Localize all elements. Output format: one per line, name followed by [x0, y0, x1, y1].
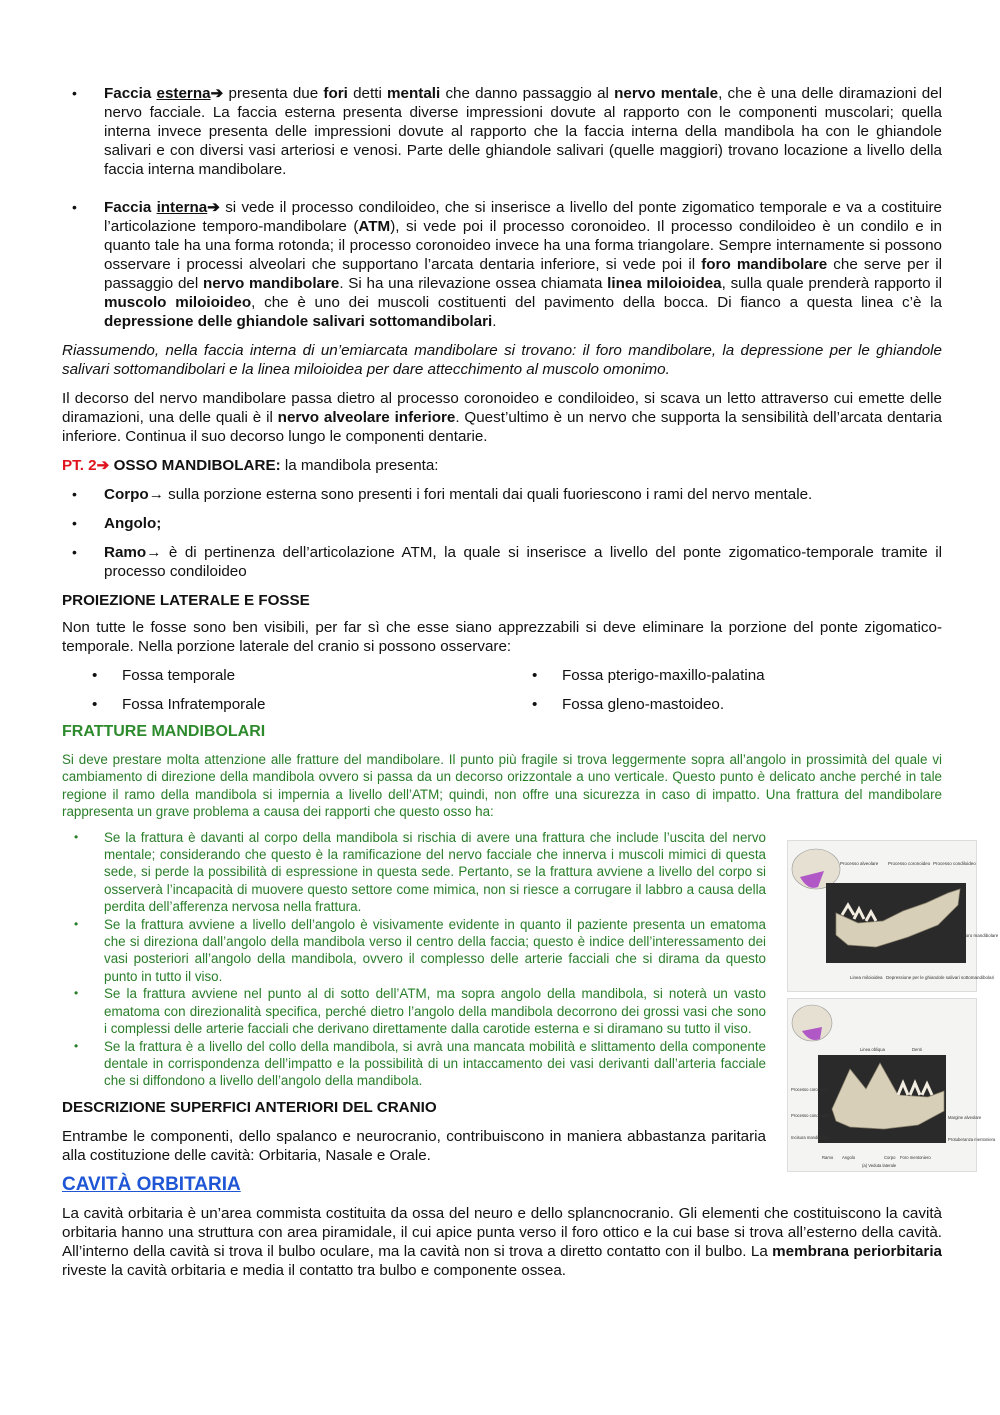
fig1-label: Processo alveolare: [840, 861, 879, 866]
frattura-item: • Se la frattura è a livello del collo della mandibola, si avrà una mancata mobilità e slittamento della componente dentale in corrispondenza dell’impatto e la possibilità di un intaccamento dei vasi derivanti dall’arteria facciale che si diffondono a livello dell’angolo della mandibola.: [62, 1038, 766, 1090]
fossa-item: • Fossa Infratemporale: [62, 695, 502, 714]
fig2-label: Denti: [912, 1047, 922, 1052]
mandible-inner-figure: [787, 840, 999, 992]
fig2-label: Processo condiloideo: [791, 1113, 831, 1118]
desc-heading: DESCRIZIONE SUPERFICI ANTERIORI DEL CRANIO: [62, 1098, 437, 1116]
item-lead-underlined: interna: [156, 199, 208, 216]
list-item-faccia-esterna: [62, 84, 942, 179]
pt2-rest: la mandibola presenta:: [280, 457, 439, 474]
frattura-item: • Se la frattura avviene a livello dell’angolo è visivamente evidente in quanto il paziente presenta un ematoma che si direziona dall’angolo della mandibola verso il centro della faccia; questo è indice dell’interessamento dei vasi posteriori all’angolo della mandibola, ovvero il complesso delle arterie facciali che si dirama da questo punto in tutto il viso.: [62, 916, 766, 986]
arrow-icon: ➔: [210, 85, 224, 102]
item-lead: Faccia: [104, 85, 157, 102]
fig2-label: Ramo: [822, 1155, 834, 1160]
item-text: è di pertinenza dell’articolazione ATM, la quale si inserisce a livello del ponte zigomatico-temporale tramite il processo condiloideo: [104, 544, 942, 580]
list-item-angolo: [62, 514, 942, 533]
item-lead-underlined: esterna: [156, 85, 211, 102]
list-item-ramo: [62, 543, 942, 581]
mandible-lateral-figure: [787, 998, 996, 1172]
frattura-item: • Se la frattura avviene nel punto al di sotto dell’ATM, ma sopra angolo della mandibola, si noterà un vasto ematoma con direzionalità specifica, perché dietro l’angolo della mandibola decorrono dei grossi vasi che sono i complessi delle arterie facciali che derivano direttamente dalla carotide esterna e si diramano su tutto il viso.: [62, 985, 766, 1037]
fig2-label: Margine alveolare: [948, 1115, 982, 1120]
arrow-icon: →: [148, 486, 164, 503]
orbit-heading: CAVITÀ ORBITARIA: [62, 1173, 241, 1195]
fig2-label: Linea obliqua: [860, 1047, 885, 1052]
fig1-label: Foro mandibolare: [963, 933, 999, 938]
fossa-item: • Fossa temporale: [62, 666, 502, 685]
nerve-paragraph: Il decorso del nervo mandibolare passa dietro al processo coronoideo e condiloideo, si scava un letto attraverso cui emette delle diramazioni, una delle quali è il nervo alveolare inferiore. Quest’ultimo è un nervo che supporta la sensibilità dell’arcata dentaria inferiore. Continua il suo decorso lungo le componenti dentarie.: [62, 390, 942, 445]
pt2-prefix: PT. 2: [62, 457, 97, 474]
item-label: Ramo: [104, 544, 147, 561]
item-lead: Faccia: [104, 199, 157, 216]
item-label: Angolo;: [104, 515, 162, 532]
fig1-label: Processo condiloideo: [933, 861, 976, 866]
fig1-label: Linea miloioidea: [850, 975, 883, 980]
desc-text: Entrambe le componenti, dello spalanco e neurocranio, contribuiscono in maniera abbastanza paritaria alla costituzione delle cavità: Orbitaria, Nasale e Orale.: [62, 1127, 766, 1164]
fig2-label: Angolo: [842, 1155, 856, 1160]
fig2-label: (a) Veduta laterale: [862, 1163, 897, 1168]
proj-text: Non tutte le fosse sono ben visibili, per far sì che esse siano apprezzabili si deve eliminare la porzione del ponte zigomatico-temporale. Nella porzione laterale del cranio si possono osservare:: [62, 619, 942, 655]
pt2-title: OSSO MANDIBOLARE:: [109, 457, 281, 474]
orbit-text: La cavità orbitaria è un’area commista costituita da ossa del neuro e dello splancnocranio. Gli elementi che costituiscono la cavità orbitaria hanno una struttura con area piramidale, il cui apice punta verso il foro ottico e la cui base si trova all’esterno della cavità. All’interno della cavità si trova il bulbo oculare, ma la cavità non si trova a diretto contatto con il bulbo. La membrana periorbitaria riveste la cavità orbitaria e media il contatto tra bulbo e componente ossea.: [62, 1204, 942, 1279]
fig2-label: Processo coronoideo: [791, 1087, 831, 1092]
fig2-label: Corpo: [884, 1155, 896, 1160]
arrow-icon: ➔: [207, 199, 220, 216]
fosse-row-1: [62, 666, 942, 685]
fossa-item: • Fossa pterigo-maxillo-palatina: [502, 666, 942, 685]
list-item-faccia-interna: [62, 198, 942, 331]
fratture-intro: Si deve prestare molta attenzione alle fratture del mandibolare. Il punto più fragile si trova leggermente sopra all’angolo in prossimità del quale vi cambiamento di direzione della mandibola ovvero si passa da un decorso orizzontale a uno verticale. Questo punto è delicato anche perché in tale regione il ramo della mandibola si impernia a livello dell’ATM; quindi, non offre una sicurezza in caso di impatto. Una frattura del mandibolare rappresenta un grave problema a causa dei rapporti che questo osso ha:: [62, 752, 942, 820]
fratture-heading: FRATTURE MANDIBOLARI: [62, 723, 266, 740]
fig2-label: Protuberanza mentoniera: [948, 1137, 996, 1142]
fig1-label: Processo coronoideo: [888, 861, 931, 866]
fossa-item: • Fossa gleno-mastoideo.: [502, 695, 942, 714]
fosse-row-2: [62, 695, 942, 714]
fig2-label: Incisura mandibolare: [791, 1135, 830, 1140]
proj-heading: PROIEZIONE LATERALE E FOSSE: [62, 592, 310, 609]
mandible-lateral-illustration: [788, 999, 996, 1171]
fig1-label: Depressione per le ghiandole salivari sottomandibolari: [886, 975, 995, 980]
fig2-label: Foro mentoniero: [900, 1155, 931, 1160]
mandible-inner-illustration: [788, 841, 999, 991]
item-text: sulla porzione esterna sono presenti i fori mentali dai quali fuoriescono i rami del nervo mentale.: [163, 486, 813, 503]
list-item-corpo: [62, 485, 942, 504]
arrow-icon: →: [146, 544, 162, 561]
item-label: Corpo: [104, 486, 149, 503]
summary-paragraph: Riassumendo, nella faccia interna di un’emiarcata mandibolare si trovano: il foro mandibolare, la depressione per le ghiandole salivari sottomandibolari e la linea miloioidea per dare attecchimento al muscolo omonimo.: [62, 342, 942, 378]
frattura-item: • Se la frattura è davanti al corpo della mandibola si rischia di avere una frattura che include l’uscita del nervo mentale; considerando che questo è la ramificazione del nervo facciale che innerva i muscoli mimici di questa sede, si perde la possibilità di espressione in questa sede. Pertanto, se la frattura avviene a livello del corpo si osserverà l’incapacità di muovere questo settore come mimica, non si riesce a corrugare il labbro a causa della perdita dell’afferenza nervosa nella frattura.: [62, 829, 766, 916]
pt2-heading: [62, 456, 942, 475]
nerve-bold-term: nervo alveolare inferiore: [277, 409, 456, 426]
arrow-icon: ➔: [96, 457, 110, 474]
item-text: presenta due fori detti mentali che danno passaggio al nervo mentale, che è una delle diramazioni del nervo facciale. La faccia esterna presenta diverse impressioni dovute al rapporto con le componenti muscolari; quella interna invece presenta delle impressioni dovute al rapporto che la faccia interna della mandibola ha con le ghiandole salivari e con diversi vasi arteriosi e venosi. Parte delle ghiandole salivari (quelle maggiori) trovano locazione a livello della faccia interna mandibolare.: [104, 85, 942, 178]
item-text: si vede il processo condiloideo, che si inserisce a livello del ponte zigomatico temporale e va a costituire l’articolazione temporo-mandibolare (ATM), si vede poi il processo coronoideo. Il processo condiloideo è un condilo e in quanto tale ha una forma rotonda; il processo coronoideo invece ha una forma triangolare. Sempre internamente si possono osservare i processi alveolari che supportano l’arcata dentaria inferiore, si vede poi il foro mandibolare che serve per il passaggio del nervo mandibolare. Si ha una rilevazione ossea chiamata linea miloioidea, sulla quale prenderà rapporto il muscolo miloioideo, che è uno dei muscoli costituenti del pavimento della bocca. Di fianco a questa linea c’è la depressione delle ghiandole salivari sottomandibolari.: [104, 199, 943, 330]
